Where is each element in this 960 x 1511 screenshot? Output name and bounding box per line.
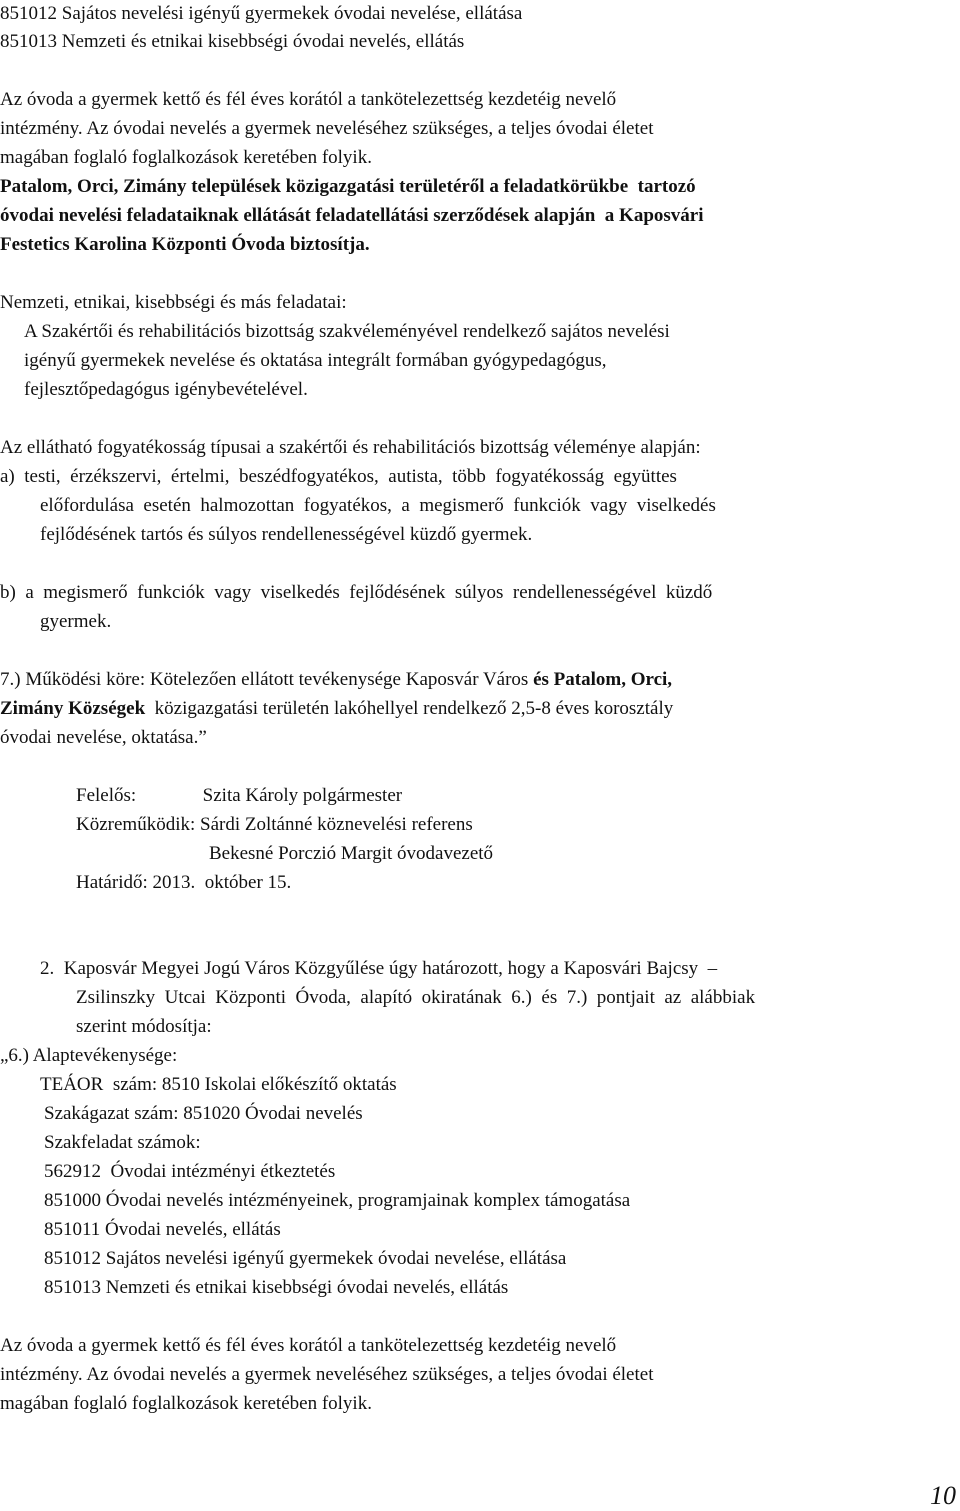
bold-paragraph-line: Festetics Karolina Központi Óvoda biztosítja. (0, 234, 370, 255)
section7-line (0, 695, 960, 723)
code-line: 851011 Óvodai nevelés, ellátás (44, 1219, 281, 1240)
list-item-b-line: gyermek. (40, 611, 112, 632)
indented-line: igényű gyermekek nevelése és oktatása integrált formában gyógypedagógus, (24, 350, 607, 371)
section7-text: 7.) Működési köre: Kötelezően ellátott tevékenysége Kaposvár Város (0, 669, 534, 690)
paragraph-line: intézmény. Az óvodai nevelés a gyermek neveléséhez szükséges, a teljes óvodai életet (0, 1364, 654, 1385)
paragraph-line: intézmény. Az óvodai nevelés a gyermek neveléséhez szükséges, a teljes óvodai életet (0, 118, 654, 139)
section7-line: óvodai nevelése, oktatása.” (0, 727, 207, 748)
bold-paragraph-line: Patalom, Orci, Zimány települések közigazgatási területéről a feladatkörükbe tartozó (0, 176, 696, 197)
section6-heading: „6.) Alaptevékenysége: (0, 1045, 178, 1066)
paragraph-line: Az óvoda a gyermek kettő és fél éves korától a tankötelezettség kezdetéig nevelő (0, 89, 617, 110)
szakfeladat-heading: Szakfeladat számok: (44, 1132, 201, 1153)
responsible-line: Felelős: Szita Károly polgármester (76, 785, 403, 806)
paragraph-line: Az óvoda a gyermek kettő és fél éves korától a tankötelezettség kezdetéig nevelő (0, 1335, 617, 1356)
section7-text: közigazgatási területén lakóhellyel rendelkező 2,5-8 éves korosztály (145, 698, 674, 719)
section7-and: és (533, 669, 554, 690)
page-number: 10 (930, 1481, 956, 1510)
section-heading: Az ellátható fogyatékosság típusai a szakértői és rehabilitációs bizottság véleménye alapján: (0, 437, 701, 458)
code-line: 851013 Nemzeti és etnikai kisebbségi óvodai nevelés, ellátás (0, 31, 465, 52)
list-item-a-line: a) testi, érzékszervi, értelmi, beszédfogyatékos, autista, több fogyatékosság együttes (0, 466, 677, 487)
section7-line (0, 666, 960, 694)
cooperator-line: Bekesné Porczió Margit óvodavezető (76, 843, 494, 864)
code-line: 851000 Óvodai nevelés intézményeinek, programjainak komplex támogatása (44, 1190, 631, 1211)
paragraph-line: magában foglaló foglalkozások keretében folyik. (0, 147, 372, 168)
code-line: 851012 Sajátos nevelési igényű gyermekek óvodai nevelése, ellátása (44, 1248, 567, 1269)
section7-villages: Patalom, Orci, (553, 669, 673, 690)
code-line: 851012 Sajátos nevelési igényű gyermekek óvodai nevelése, ellátása (0, 3, 523, 24)
cooperator-line: Közreműködik: Sárdi Zoltánné köznevelési referens (76, 814, 473, 835)
code-line: 562912 Óvodai intézményi étkeztetés (44, 1161, 336, 1182)
bold-paragraph-line: óvodai nevelési feladataiknak ellátását feladatellátási szerződések alapján a Kaposvári (0, 205, 704, 226)
szakagazat-line: Szakágazat szám: 851020 Óvodai nevelés (44, 1103, 363, 1124)
list-item-a-line: előfordulása esetén halmozottan fogyatékos, a megismerő funkciók vagy viselkedés (40, 495, 716, 516)
section7-villages: Zimány Községek (0, 698, 146, 719)
section-heading: Nemzeti, etnikai, kisebbségi és más feladatai: (0, 292, 347, 313)
paragraph-line: magában foglaló foglalkozások keretében folyik. (0, 1393, 372, 1414)
numbered-item-line: 2. Kaposvár Megyei Jogú Város Közgyűlése úgy határozott, hogy a Kaposvári Bajcsy – (40, 958, 718, 979)
teaor-line: TEÁOR szám: 8510 Iskolai előkészítő oktatás (40, 1074, 397, 1095)
code-line: 851013 Nemzeti és etnikai kisebbségi óvodai nevelés, ellátás (44, 1277, 509, 1298)
list-item-a-line: fejlődésének tartós és súlyos rendellenességével küzdő gyermek. (40, 524, 533, 545)
numbered-item-line: szerint módosítja: (76, 1016, 212, 1037)
indented-line: A Szakértői és rehabilitációs bizottság szakvéleményével rendelkező sajátos nevelési (24, 321, 670, 342)
numbered-item-line: Zsilinszky Utcai Központi Óvoda, alapító okiratának 6.) és 7.) pontjait az alábbiak (76, 987, 756, 1008)
list-item-b-line: b) a megismerő funkciók vagy viselkedés fejlődésének súlyos rendellenességével küzdő (0, 582, 713, 603)
deadline-line: Határidő: 2013. október 15. (76, 872, 292, 893)
indented-line: fejlesztőpedagógus igénybevételével. (24, 379, 308, 400)
